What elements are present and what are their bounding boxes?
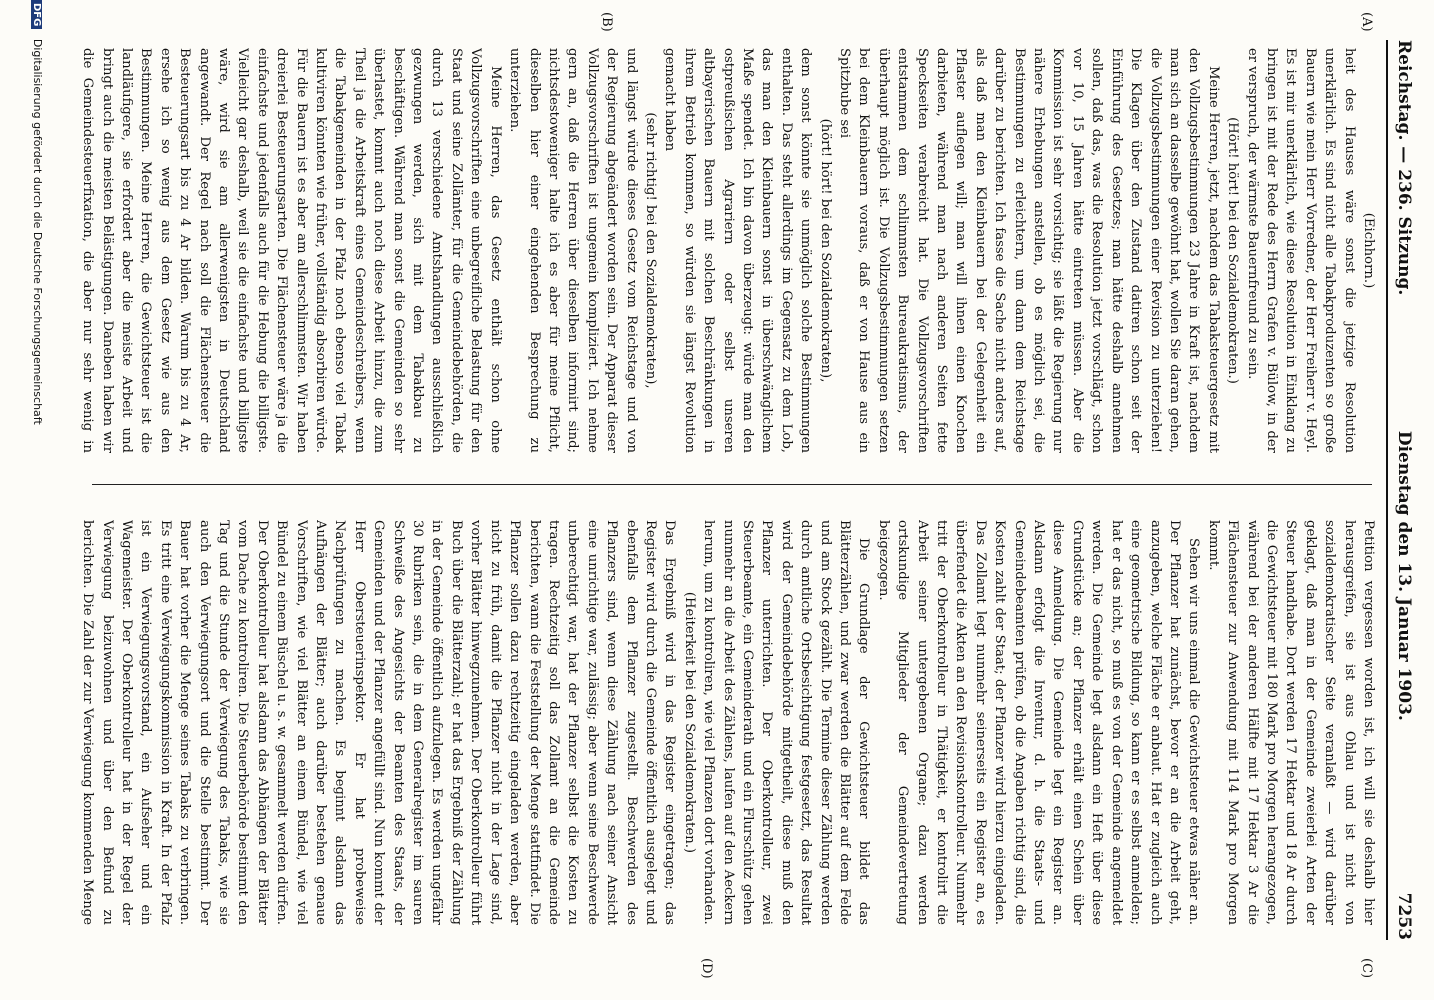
margin-mark-a: (A): [1359, 12, 1374, 32]
paragraph: Sehen wir uns einmal die Gewichtsteuer etwas näher an. Der Pflanzer hat zunächst, bevor er an die Arbeit geht, anzugeben, welche Fläche er anbaut. Hat er zugleich auch eine geometrische Bildung, so kann er es selbst anmelden; hat er das nicht, so muß es von der Gemeinde angemeldet werden. Die Gemeinde legt alsdann ein Heft über diese Grundstücke an; der Pflanzer erhält einen Schein über diese Anmeldung. Die Gemeinde legt ein Register an. Alsdann erfolgt die Inventur, d. h. die Staats- und Gemeindebeamten prüfen, ob die Angaben richtig sind, die Kosten zahlt der Staat; der Pflanzer wird hierzu eingeladen. Das Zollamt legt nunmehr seinerseits ein Register an, es überfendet die Akten an den Revisionskontrolleur. Nunmehr tritt der Oberkontrolleur in Thätigkeit, er kontrolirt die Arbeit seiner untergebenen Organe; dazu werden ortskundige Mitglieder der Gemeindevertretung beigezogen.: [875, 520, 1202, 925]
interjection: (Hört! hört! bei den Sozialdemokraten.): [1225, 117, 1241, 384]
interjection: (hört! hört! bei den Sozialdemokraten),: [817, 118, 833, 383]
header-right: [1394, 431, 1414, 940]
margin-mark-d: (D): [699, 958, 714, 979]
margin-mark-c: (C): [1359, 958, 1374, 979]
paragraph: und längst würde dieses Gesetz vom Reichstage und von der Regierung abgeändert worden sein. Der Apparat dieser Vollzugsvorschriften ist ungemein kompliziert. Ich nehme gern an, daß die Herren über dieselben informirt sind; nichtsdestoweniger halte ich es aber für meine Pflicht, dieselben hier einer eingehenden Besprechung zu unterziehen.: [507, 48, 639, 453]
left-column: [78, 48, 1378, 453]
page-number: 7253: [1394, 892, 1414, 940]
paragraph: Die Grundlage der Gewichtsteuer bildet das Blätterzählen, und zwar werden die Blätter auf dem Felde und am Stock gezählt. Die Termine dieser Zählung werden durch amtliche Ortsbesichtigung festgesetzt, das Resultat wird der Gemeindebehörde mitgetheilt, diese muß den Pflanzer unterrichten. Der Oberkontrolleur, zwei Steuerbeamte, ein Gemeinderath und ein Flurschütz gehen nunmehr an die Arbeit des Zählens, laufen auf den Aeckern herum, um zu kontroliren, wie viel Pflanzen dort vorhanden.: [701, 520, 872, 925]
footer-credit: [14, 0, 44, 1000]
paragraph: Meine Herren, jetzt, nachdem das Tabaksteuergesetz mit den Vollzugsbestimmungen 23 Jahre in Kraft ist, nachdem man sich an dasselbe gewöhnt hat, wollen Sie daran gehen, die Vollzugsbestimmungen einer Revision zu unterziehen! Die Klagen über den Zustand datiren schon seit der Einführung des Gesetzes; man hätte deshalb annehmen sollen, daß das, was die Resolution jetzt vorschlägt, schon vor 10, 15 Jahren hätte eintreten müssen. Aber die Kommission ist sehr vorsichtig; sie läßt die Regierung nur nähere Erhebungen anstellen, ob es möglich sei, die Bestimmungen zu erleichtern, um dann dem Reichstage darüber zu berichten. Ich fasse die Sache nicht anders auf, als daß man den Kleinbauern bei der Gelegenheit ein Pflaster auflegen will; man will ihnen einen Knochen darbieten, während man nach anderen Seiten fette Speckseiten verabreicht hat. Die Vollzugsvorschriften entstammen dem schlimmsten Bureaukratismus, der überhaupt möglich ist. Die Vollzugsbestimmungen setzen bei dem Kleinbauern voraus, daß er von Hause aus ein Spitzbube sei: [837, 48, 1221, 453]
paragraph: Petition vergessen worden ist, ich will sie deshalb hier herausgreifen, sie ist aus Ohlau und ist nicht von sozialdemokratischer Seite veranlaßt — wird darüber geklagt, daß man in der Gemeinde zweierlei Arten der Steuer handhabe. Dort werden 17 Hektar und 18 Ar durch die Gewichtsteuer mit 180 Mark pro Morgen herangezogen, während bei der anderen Hälfte mit 17 Hektar 3 Ar die Flächensteuer zur Anwendung mit 114 Mark pro Morgen kommt.: [1205, 520, 1376, 925]
interjection: (Heiterkeit bei den Sozialdemokraten.): [681, 591, 697, 854]
column-divider: [92, 484, 1372, 485]
paragraph: Meine Herren, das Gesetz enthält schon ohne Vollzugsvorschriften eine unbegreifliche Belastung für den Staat und seine Zollämter, für die Gemeindebehörden, die durch 13 verschiedene Amtshandlungen ausschließlich gezwungen werden, sich mit dem Tabakbau zu beschäftigen. Während man sonst die Gemeinden so sehr überlastet, kommt auch noch diese Arbeit hinzu, die zum Theil ja die Arbeitskraft eines Gemeindeschreibers, wenn die Tabakgemeinden in der Pfalz noch ebenso viel Tabak kultiviren könnten wie früher, vollständig absorbiren würde. Für die Bauern ist es aber am allerschlimmsten. Wir haben dreierlei Besteuerungsarten. Die Flächensteuer wäre ja die einfachste und jedenfalls auch für die Hebung die billigste. Vielleicht gar deshalb, weil sie die einfachste und billigste wäre, wird sie am allerwenigsten in Deutschland angewandt. Der Regel nach soll die Flächensteuer die Besteuerungsart bis zu 4 Ar bilden. Warum bis zu 4 Ar, ersehe ich so wenig aus dem Gesetz wie aus den Bestimmungen. Meine Herren, die Gewichtsteuer ist die landläufigere, sie erfordert aber die meiste Arbeit und bringt auch die meisten Belästigungen. Daneben haben wir die Gemeindesteuerfixation, die aber nur sehr wenig in: [80, 48, 503, 453]
paragraph: heit des Hauses wäre sonst die jetzige Resolution unerklärlich. Es sind nicht alle Tabakproduzenten so große Bauern wie mein Herr Vorredner, der Herr Freiherr v. Heyl. Es ist mir unerklärlich, wie diese Resolution in Einklang zu bringen ist mit der Rede des Herrn Grafen v. Bülow, in der er verspruch, der wärmste Bauernfreund zu sein.: [1244, 48, 1357, 453]
header-date: Dienstag den 13. Januar 1903.: [1394, 430, 1414, 721]
dfg-logo: DFG: [31, 0, 42, 29]
paragraph: dem sonst könnte sie unmöglich solche Bestimmungen enthalten. Das steht allerdings im Gegensatz zu dem Lob, das man den Kleinbauern sonst in überschwänglichem Maße spendet. Ich bin davon überzeugt: würde man den ostpreußischen Agrariern oder selbst unseren altbayerischen Bauern mit solchen Beschränkungen in ihrem Betrieb kommen, so würden sie längst Revolution gemacht haben: [662, 48, 814, 453]
interjection: (sehr richtig! bei den Sozialdemokraten),: [642, 112, 658, 389]
header-left: Reichstag. — 236. Sitzung.: [1394, 40, 1414, 296]
paragraph: Das Ergebniß wird in das Register eingetragen; das Register wird durch die Gemeinde öffentlich ausgelegt und ebenfalls dem Pflanzer zugestellt. Beschwerden des Pflanzers sind, wenn diese Zählung nach seiner Ansicht eine unrichtige war, zulässig; aber wenn seine Beschwerde unberechtigt war, hat der Pflanzer selbst die Kosten zu tragen. Rechtzeitig soll das Zollamt an die Gemeinde berichten, wann die Feststellung der Menge stattfindet. Die Pflanzer sollen dazu rechtzeitig eingeladen werden, aber nicht zu früh, damit die Pflanzer nicht in der Lage sind, vorher Blätter hinwegzunehmen. Der Oberkontrolleur führt Buch über die Blätterzahl; er hat das Ergebniß der Zählung in der Gemeinde öffentlich aufzulegen. Es werden ungefähr 30 Rubriken sein, die in dem Generalregister im sauren Schweiße des Angesichts der Beamten des Staats, der Gemeinden und der Pflanzer angefüllt sind. Nun kommt der Herr Obersteuerinspektor. Er hat probeweise Nachprüfungen zu machen. Es beginnt alsdann das Aufhängen der Blätter; auch darüber bestehen genaue Vorschriften, wie viel Blätter an einem Bündel, wie viel Bündel zu einem Büschel u. s. w. gesammelt werden dürfen. Der Oberkontrolleur hat alsdann das Abhängen der Blätter vom Dache zu kontroliren. Die Steuerbehörde bestimmt den Tag und die Stunde der Verwiegung des Tabaks, wie sie auch den Verwiegungsort und die Stelle bestimmt. Der Bauer hat vorher die Menge seines Tabaks zu verbringen. Es tritt eine Verwiegungskommission in Kraft. In der Pfalz ist ein Verwiegungsvorstand, ein Aufseher und ein Wagemeister. Der Oberkontrolleur hat in der Regel der Verwiegung beizuwohnen und über den Befund zu berichten. Die Zahl der zur Verwiegung kommenden Menge: [80, 520, 678, 925]
right-column: [78, 520, 1378, 925]
margin-mark-b: (B): [599, 12, 614, 32]
header-rule: [1386, 40, 1388, 940]
page-header: [1386, 40, 1414, 940]
speaker-name: (Eichhorn.): [1361, 212, 1376, 289]
footer-text: Digitalisierung gefördert durch die Deutsche Forschungsgemeinschaft: [31, 38, 44, 425]
